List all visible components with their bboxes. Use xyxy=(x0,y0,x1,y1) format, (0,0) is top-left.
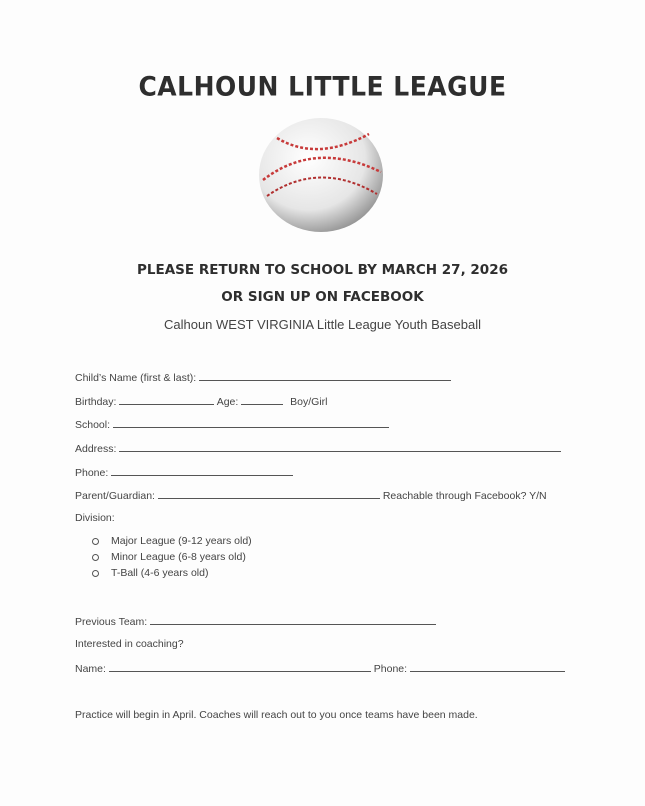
child-name-row xyxy=(75,370,451,384)
birthday-blank[interactable] xyxy=(119,394,214,405)
bullet-icon xyxy=(92,538,99,545)
division-label: Division: xyxy=(75,512,115,524)
phone-label: Phone: xyxy=(75,467,109,479)
address-blank[interactable] xyxy=(119,441,561,452)
coach-contact-row xyxy=(75,661,565,675)
division-option[interactable]: T-Ball (4-6 years old) xyxy=(92,567,208,579)
phone-blank[interactable] xyxy=(111,465,293,476)
division-option[interactable]: Major League (9-12 years old) xyxy=(92,535,252,547)
coach-name-label: Name: xyxy=(75,663,106,675)
age-label: Age: xyxy=(216,396,239,408)
child-name-blank[interactable] xyxy=(199,370,451,381)
parent-row xyxy=(75,488,547,502)
school-row xyxy=(75,417,389,431)
previous-team-blank[interactable] xyxy=(150,614,436,625)
bullet-icon xyxy=(92,570,99,577)
return-deadline-heading: PLEASE RETURN TO SCHOOL BY MARCH 27, 2026 xyxy=(137,262,508,278)
coaching-label: Interested in coaching? xyxy=(75,638,184,650)
child-name-label: Child’s Name (first & last): xyxy=(75,372,197,384)
page-title: CALHOUN LITTLE LEAGUE xyxy=(138,71,507,102)
facebook-signup-heading: OR SIGN UP ON FACEBOOK xyxy=(221,289,424,305)
birthday-row xyxy=(75,394,328,408)
division-option[interactable]: Minor League (6-8 years old) xyxy=(92,551,246,563)
boy-girl-label: Boy/Girl xyxy=(290,396,328,408)
bullet-icon xyxy=(92,554,99,561)
school-label: School: xyxy=(75,419,111,431)
practice-note: Practice will begin in April. Coaches will reach out to you once teams have been made. xyxy=(75,709,478,721)
previous-team-row xyxy=(75,614,436,628)
league-subtitle: Calhoun WEST VIRGINIA Little League Youth Baseball xyxy=(163,317,481,332)
parent-blank[interactable] xyxy=(158,488,380,499)
school-blank[interactable] xyxy=(113,417,389,428)
birthday-label: Birthday: xyxy=(75,396,117,408)
address-row xyxy=(75,441,561,455)
coach-name-blank[interactable] xyxy=(109,661,371,672)
coach-phone-blank[interactable] xyxy=(410,661,565,672)
age-blank[interactable] xyxy=(241,394,283,405)
coach-phone-label: Phone: xyxy=(373,663,408,675)
phone-row xyxy=(75,465,293,479)
parent-label: Parent/Guardian: xyxy=(75,490,155,502)
previous-team-label: Previous Team: xyxy=(75,616,148,628)
baseball-image xyxy=(257,116,385,234)
address-label: Address: xyxy=(75,443,117,455)
reachable-label: Reachable through Facebook? Y/N xyxy=(382,490,547,502)
